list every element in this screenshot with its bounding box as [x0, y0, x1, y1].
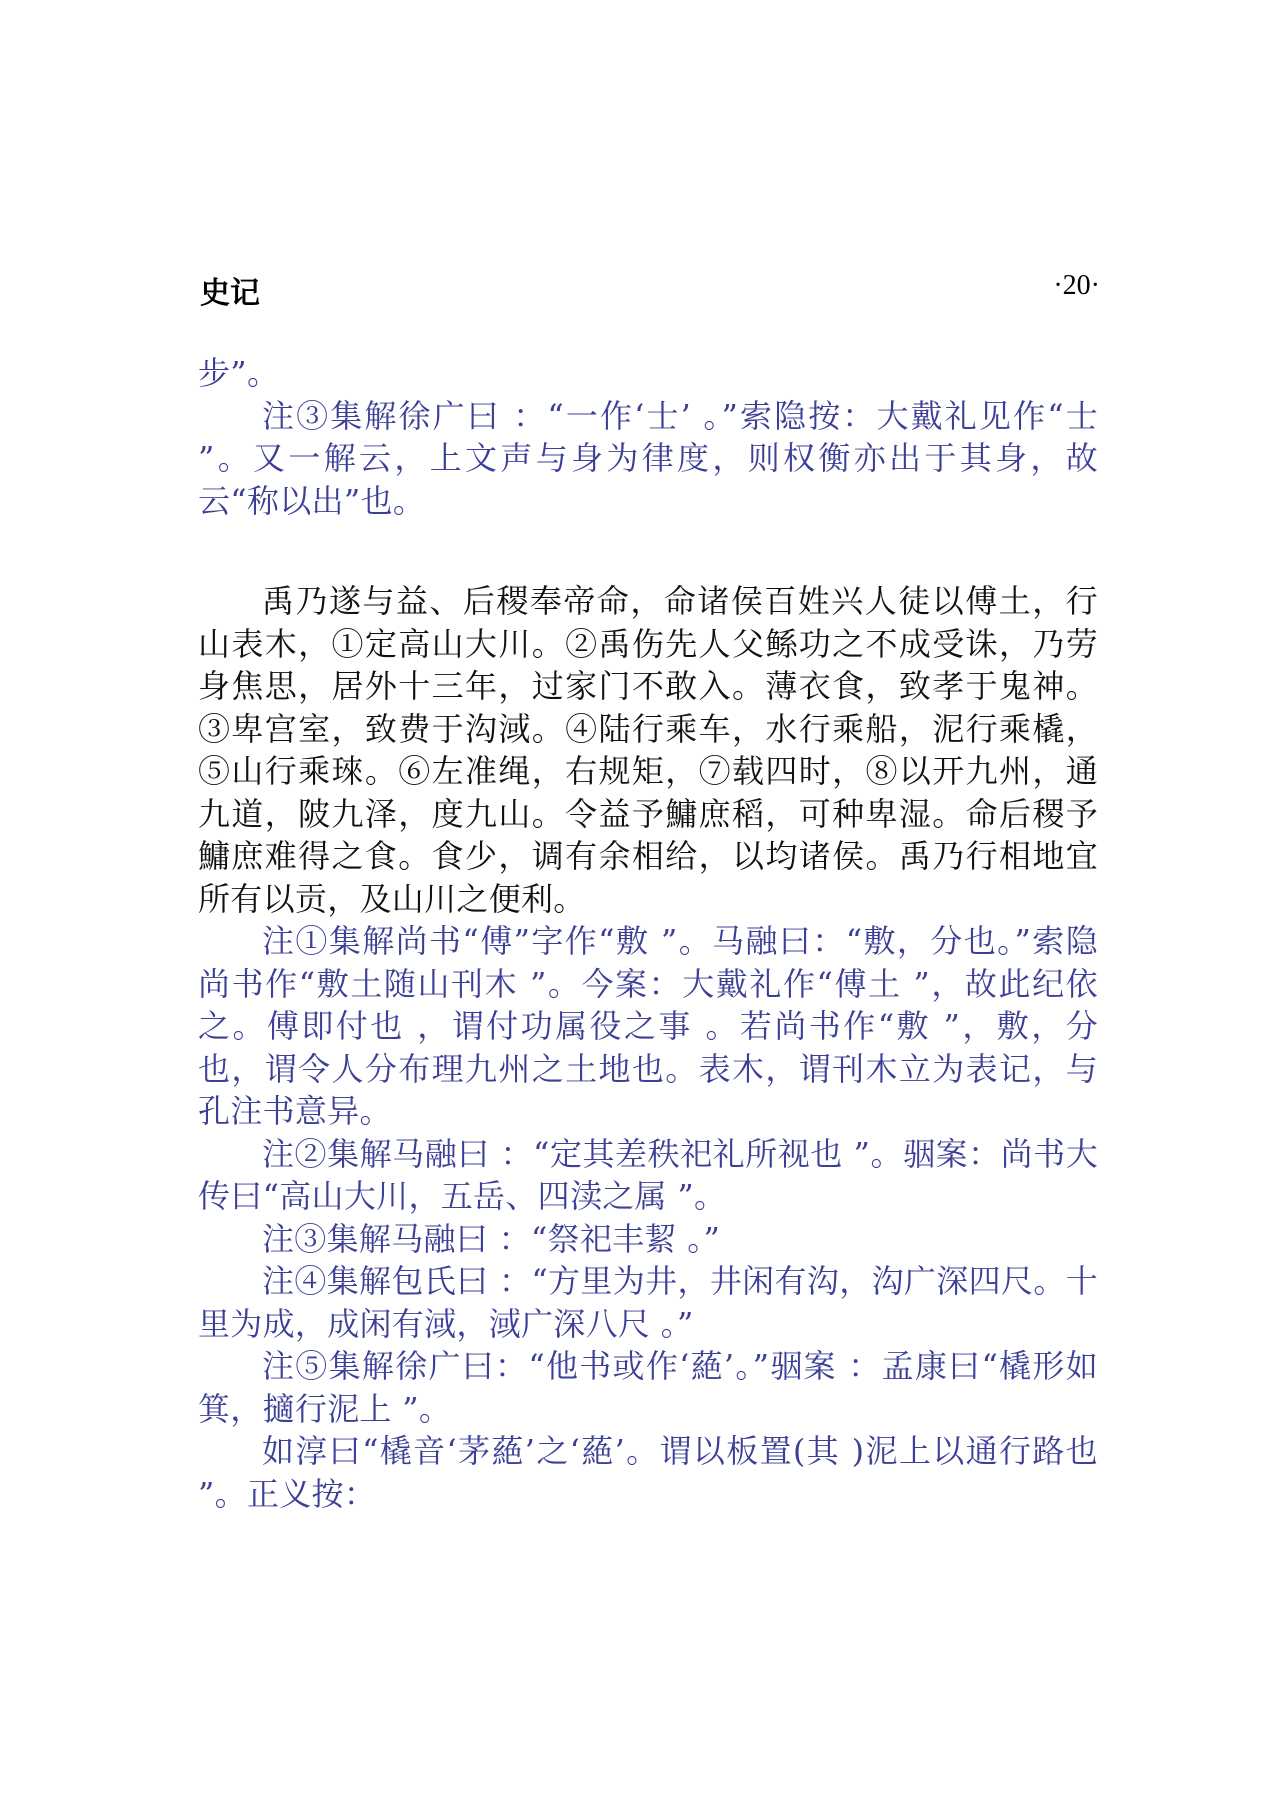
page-header	[200, 268, 1100, 312]
note-paragraph: 注④集解包氏曰 ：“方里为井，井闲有沟，沟广深四尺。十里为成，成闲有淢，淢广深八尺 。”	[198, 1262, 1098, 1343]
note-paragraph: 步”。	[198, 354, 280, 392]
note-paragraph: 如淳曰“橇音‘茅蕝’之‘蕝’。谓以板置(其 )泥上以通行路也 ”。正义按：	[198, 1432, 1098, 1513]
note-paragraph: 注②集解马融曰 ：“定其差秩祀礼所视也 ”。骃案：尚书大传曰“高山大川，五岳、四渎之属 ”。	[198, 1134, 1098, 1215]
note-paragraph: 注③集解马融曰 ：“祭祀丰絜 。”	[262, 1219, 721, 1258]
note-paragraph: 注③集解徐广曰 ：“一作‘士’ 。”索隐按：大戴礼见作“士 ”。又一解云，上文声与身为律度，则权衡亦出于其身，故云“称以出”也。	[198, 396, 1098, 520]
paragraph-gap	[198, 522, 1098, 580]
page-number: ·20·	[1053, 270, 1100, 301]
main-text-paragraph: 禹乃遂与益、后稷奉帝命，命诸侯百姓兴人徒以傅土，行山表木，①定高山大川。②禹伤先人父鲧功之不成受诛，乃劳身焦思，居外十三年，过家门不敢入。薄衣食，致孝于鬼神。③卑宫室，致费于沟淢。④陆行乘车，水行乘船，泥行乘橇，⑤山行乘琜。⑥左准绳，右规矩，⑦载四时，⑧以开九州，通九道，陂九泽，度九山。令益予鱅庶稻，可种卑湿。命后稷予鱅庶难得之食。食少，调有余相给，以均诸侯。禹乃行相地宜所有以贡，及山川之便利。	[198, 582, 1098, 918]
note-paragraph: 注①集解尚书“傅”字作“敷 ”。马融曰：“敷，分也。”索隐尚书作“敷土随山刊木 ”。今案：大戴礼作“傅土 ”，故此纪依之。傅即付也 ，谓付功属役之事 。若尚书作“敷 ”，敷，分也，谓令人分布理九州之土地也。表木，谓刊木立为表记，与孔注书意异。	[198, 922, 1098, 1130]
note-paragraph: 注⑤集解徐广曰：“他书或作‘蕝’。”骃案 ：孟康曰“橇形如箕，擿行泥上 ”。	[198, 1347, 1098, 1428]
book-title: 史记	[200, 276, 260, 311]
body-text	[198, 352, 1098, 1515]
